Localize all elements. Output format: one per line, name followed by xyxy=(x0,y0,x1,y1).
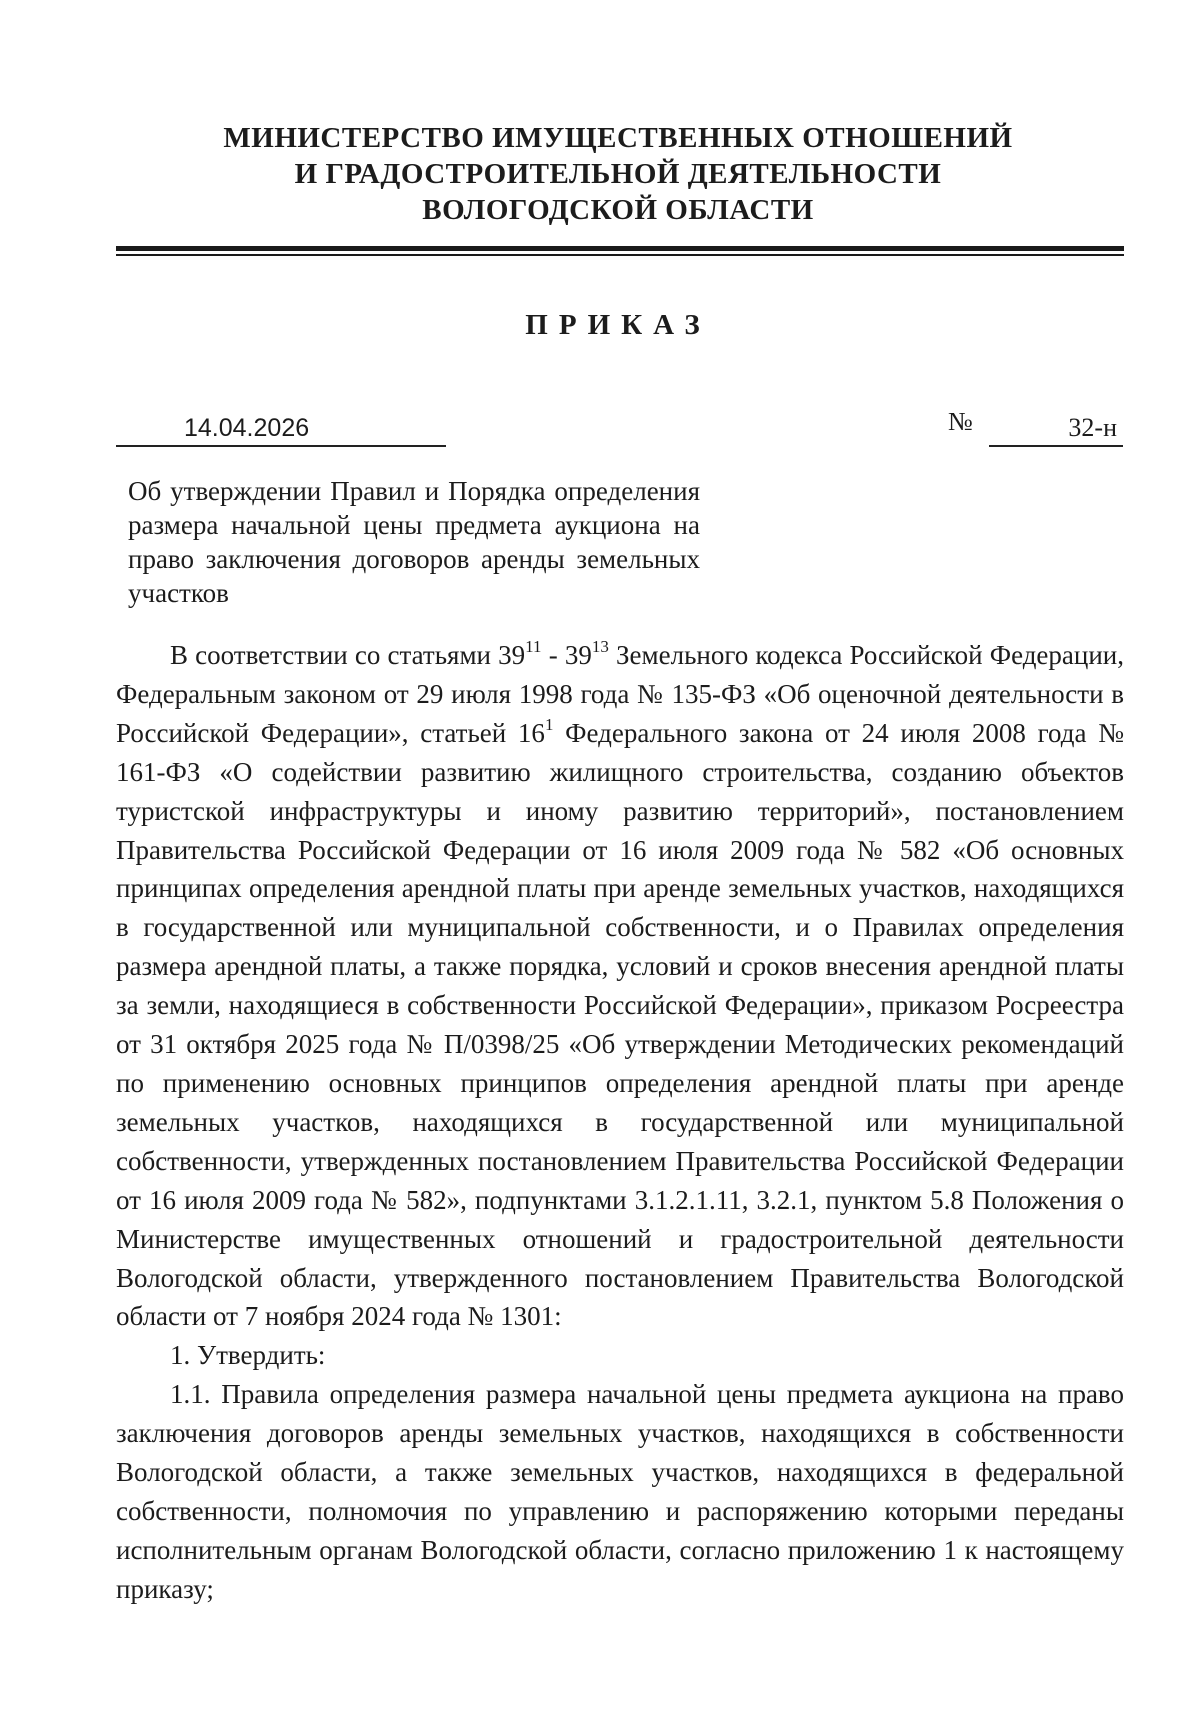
date-field xyxy=(116,407,446,447)
document-body xyxy=(116,636,1124,1609)
ministry-header xyxy=(113,120,1123,228)
preamble-text-4: Федерального закона от 24 июля 2008 года № 161-ФЗ «О содействии развитию жилищного строительства, созданию объектов туристской инфраструктуры и иному развитию территорий», постановлением Правительства Российской Федерации от 16 июля 2009 года № 582 «Об основных принципах определения арендной платы при аренде земельных участков, находящихся в государственной или муниципальной собственности, и о Правилах определения размера арендной платы, а также порядка, условий и сроков внесения арендной платы за земли, находящиеся в собственности Российской Федерации», приказом Росреестра от 31 октября 2025 года № П/0398/25 «Об утверждении Методических рекомендаций по применению основных принципов определения арендной платы при аренде земельных участков, находящихся в государственной или муниципальной собственности, утвержденных постановлением Правительства Российской Федерации от 16 июля 2009 года № 582», подпунктами 3.1.2.1.11, 3.2.1, пунктом 5.8 Положения о Министерстве имущественных отношений и градостроительной деятельности Вологодской области, утвержденного постановлением Правительства Вологодской области от 7 ноября 2024 года № 1301: xyxy=(116,717,1124,1332)
superscript-2: 13 xyxy=(591,637,609,657)
document-date: 14.04.2026 xyxy=(184,414,310,442)
ministry-name-line-2: И ГРАДОСТРОИТЕЛЬНОЙ ДЕЯТЕЛЬНОСТИ xyxy=(294,158,942,190)
preamble-text-3: Земельного кодекса Российской Федерации, Федеральным законом от 29 июля 1998 года № 135-ФЗ «Об оценочной деятельности в Российской Федерации», статьей 16 xyxy=(116,640,1124,748)
item-1-1-paragraph: 1.1. Правила определения размера начальной цены предмета аукциона на право заключения договоров аренды земельных участков, находящихся в собственности Вологодской области, а также земельных участков, находящихся в федеральной собственности, полномочия по управлению и распоряжению которыми переданы исполнительным органам Вологодской области, согласно приложению 1 к настоящему приказу; xyxy=(116,1379,1124,1604)
superscript-3: 1 xyxy=(544,714,554,734)
document-number: 32-н xyxy=(1068,413,1117,442)
preamble-paragraph xyxy=(116,636,1124,1336)
document-subject: Об утверждении Правил и Порядка определения размера начальной цены предмета аукциона на право заключения договоров аренды земельных участков xyxy=(128,476,700,608)
number-field xyxy=(989,407,1123,447)
ministry-name-line-3: ВОЛОГОДСКОЙ ОБЛАСТИ xyxy=(422,194,814,226)
ministry-name-line-1: МИНИСТЕРСТВО ИМУЩЕСТВЕННЫХ ОТНОШЕНИЙ xyxy=(223,122,1013,154)
superscript-1: 11 xyxy=(525,637,542,657)
number-sign: № xyxy=(948,407,973,436)
preamble-text-1: В соответствии со статьями 39 xyxy=(170,640,526,670)
document-title: ПРИКАЗ xyxy=(525,309,711,341)
preamble-text-2: - 39 xyxy=(541,640,592,670)
item-1-paragraph: 1. Утвердить: xyxy=(170,1340,326,1371)
header-divider-thick xyxy=(116,246,1124,251)
header-divider-thin xyxy=(116,254,1124,256)
